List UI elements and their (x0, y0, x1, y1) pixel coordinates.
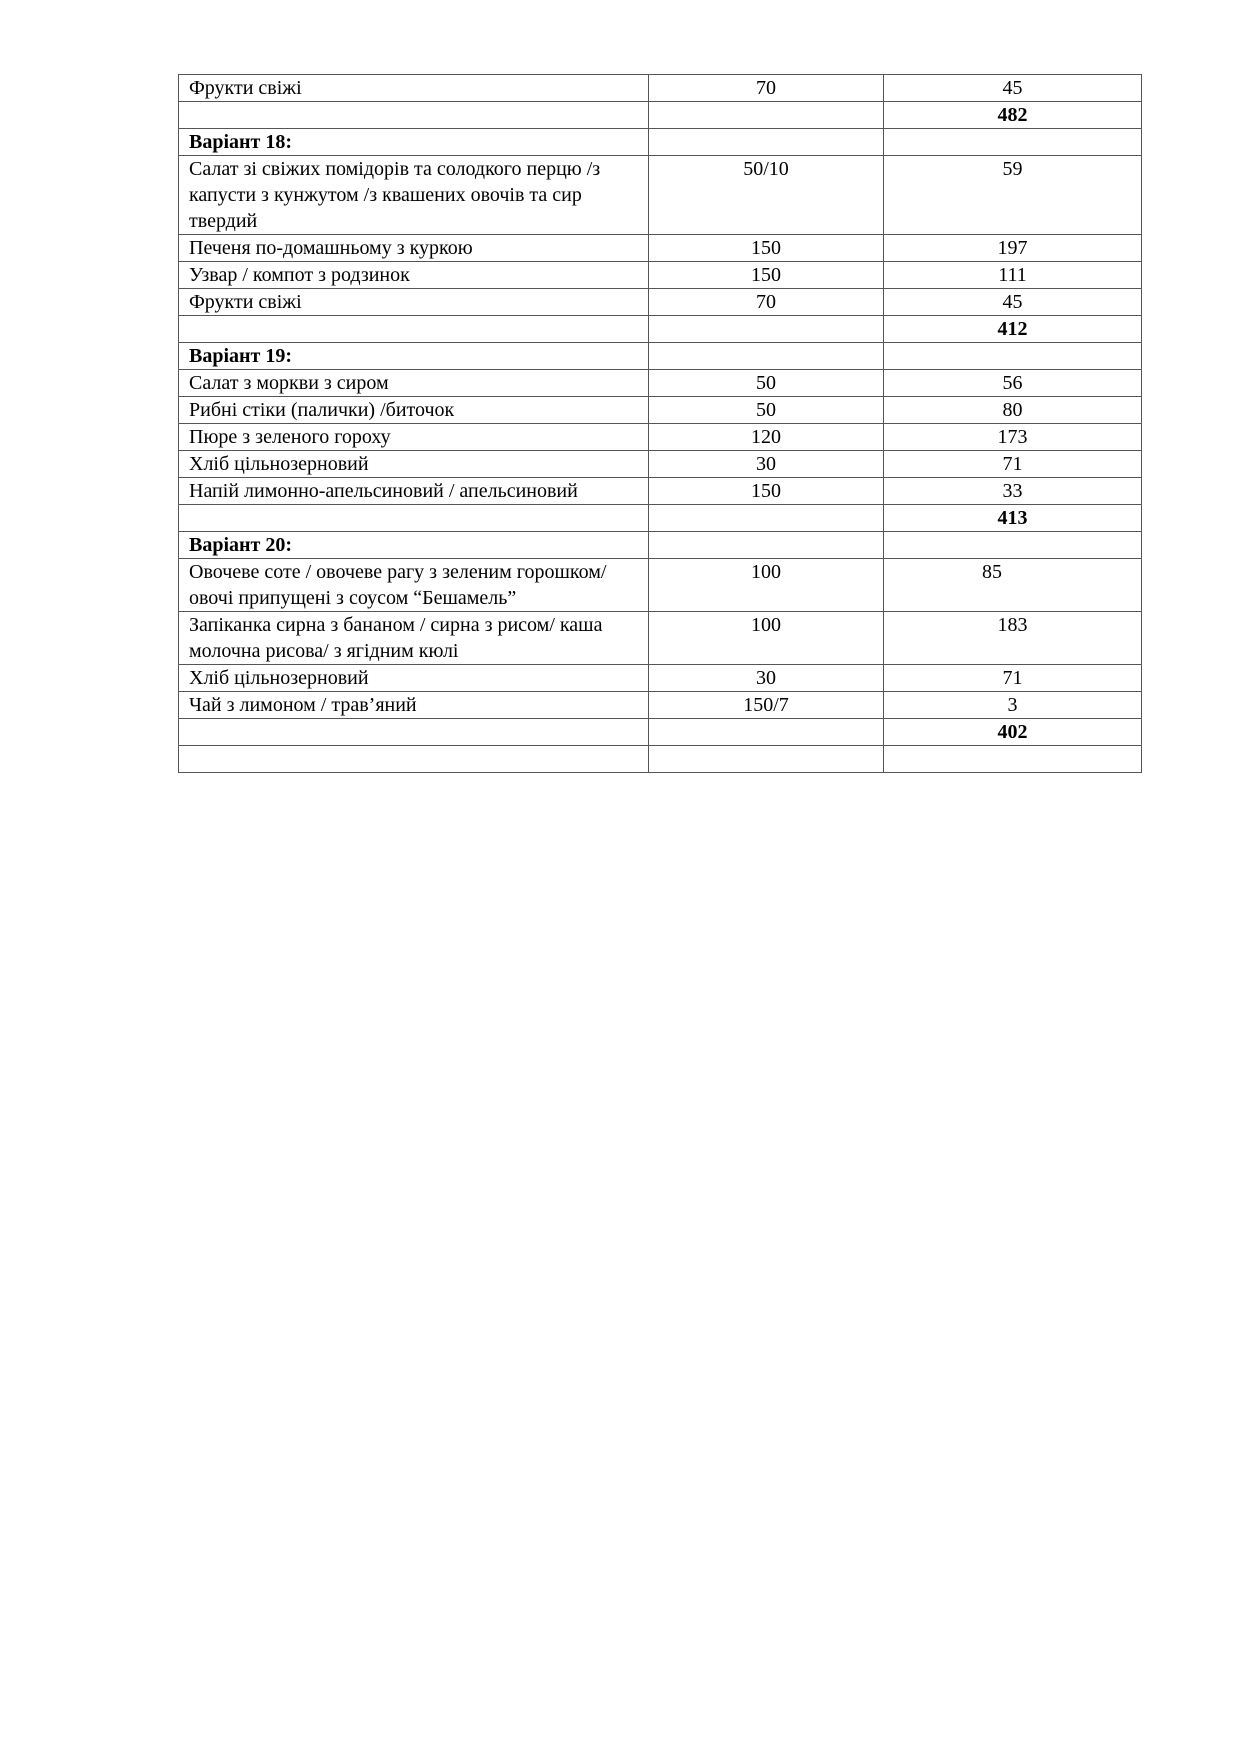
total-row (179, 316, 1142, 343)
dish-kcal (884, 532, 1142, 559)
dish-name (179, 505, 649, 532)
dish-name: Рибні стіки (палички) /биточок (179, 397, 649, 424)
dish-weight: 70 (649, 289, 884, 316)
table-row (179, 692, 1142, 719)
dish-kcal: 183 (884, 612, 1142, 665)
variant-header-row (179, 532, 1142, 559)
dish-kcal: 80 (884, 397, 1142, 424)
dish-weight: 30 (649, 665, 884, 692)
total-row (179, 102, 1142, 129)
dish-name: Фрукти свіжі (179, 289, 649, 316)
table-row (179, 478, 1142, 505)
dish-name: Чай з лимоном / трав’яний (179, 692, 649, 719)
dish-weight (649, 746, 884, 773)
dish-kcal: 45 (884, 75, 1142, 102)
dish-weight (649, 343, 884, 370)
dish-weight: 50/10 (649, 156, 884, 235)
dish-weight: 70 (649, 75, 884, 102)
table-row (179, 75, 1142, 102)
variant-title: Варіант 20: (179, 532, 649, 559)
dish-weight (649, 129, 884, 156)
dish-kcal (884, 746, 1142, 773)
dish-name: Печеня по-домашньому з куркою (179, 235, 649, 262)
empty-row (179, 746, 1142, 773)
dish-kcal: 3 (884, 692, 1142, 719)
dish-weight (649, 316, 884, 343)
dish-weight: 30 (649, 451, 884, 478)
dish-name: Фрукти свіжі (179, 75, 649, 102)
dish-name: Хліб цільнозерновий (179, 451, 649, 478)
dish-weight (649, 719, 884, 746)
dish-name: Напій лимонно-апельсиновий / апельсиновий (179, 478, 649, 505)
dish-name: Пюре з зеленого гороху (179, 424, 649, 451)
table-row (179, 451, 1142, 478)
total-kcal: 402 (884, 719, 1142, 746)
dish-weight: 100 (649, 559, 884, 612)
table-row (179, 262, 1142, 289)
table-row (179, 397, 1142, 424)
dish-name: Хліб цільнозерновий (179, 665, 649, 692)
dish-weight: 150 (649, 235, 884, 262)
dish-kcal: 111 (884, 262, 1142, 289)
variant-title: Варіант 19: (179, 343, 649, 370)
dish-kcal: 71 (884, 665, 1142, 692)
dish-kcal: 173 (884, 424, 1142, 451)
dish-name (179, 719, 649, 746)
total-row (179, 719, 1142, 746)
dish-kcal: 85 (884, 559, 1142, 612)
dish-name: Салат зі свіжих помідорів та солодкого перцю /з капусти з кунжутом /з квашених овочів та сир твердий (179, 156, 649, 235)
table-row (179, 156, 1142, 235)
dish-weight: 120 (649, 424, 884, 451)
table-row (179, 612, 1142, 665)
variant-header-row (179, 129, 1142, 156)
total-kcal: 413 (884, 505, 1142, 532)
menu-table (178, 74, 1142, 773)
dish-name (179, 746, 649, 773)
dish-name (179, 316, 649, 343)
dish-name: Узвар / компот з родзинок (179, 262, 649, 289)
dish-kcal: 71 (884, 451, 1142, 478)
total-kcal: 412 (884, 316, 1142, 343)
dish-kcal: 59 (884, 156, 1142, 235)
dish-kcal: 56 (884, 370, 1142, 397)
table-row (179, 424, 1142, 451)
dish-weight: 50 (649, 397, 884, 424)
dish-weight (649, 102, 884, 129)
dish-kcal (884, 343, 1142, 370)
total-kcal: 482 (884, 102, 1142, 129)
total-row (179, 505, 1142, 532)
dish-weight: 50 (649, 370, 884, 397)
dish-weight: 150 (649, 478, 884, 505)
dish-weight: 150 (649, 262, 884, 289)
variant-header-row (179, 343, 1142, 370)
table-row (179, 235, 1142, 262)
dish-weight: 150/7 (649, 692, 884, 719)
dish-name: Овочеве соте / овочеве рагу з зеленим горошком/ овочі припущені з соусом “Бешамель” (179, 559, 649, 612)
table-row (179, 559, 1142, 612)
dish-kcal: 197 (884, 235, 1142, 262)
dish-weight (649, 532, 884, 559)
table-row (179, 370, 1142, 397)
table-row (179, 665, 1142, 692)
dish-kcal (884, 129, 1142, 156)
dish-name: Салат з моркви з сиром (179, 370, 649, 397)
dish-kcal: 45 (884, 289, 1142, 316)
dish-kcal: 33 (884, 478, 1142, 505)
variant-title: Варіант 18: (179, 129, 649, 156)
dish-name (179, 102, 649, 129)
dish-weight: 100 (649, 612, 884, 665)
dish-weight (649, 505, 884, 532)
dish-name: Запіканка сирна з бананом / сирна з рисом/ каша молочна рисова/ з ягідним кюлі (179, 612, 649, 665)
table-row (179, 289, 1142, 316)
